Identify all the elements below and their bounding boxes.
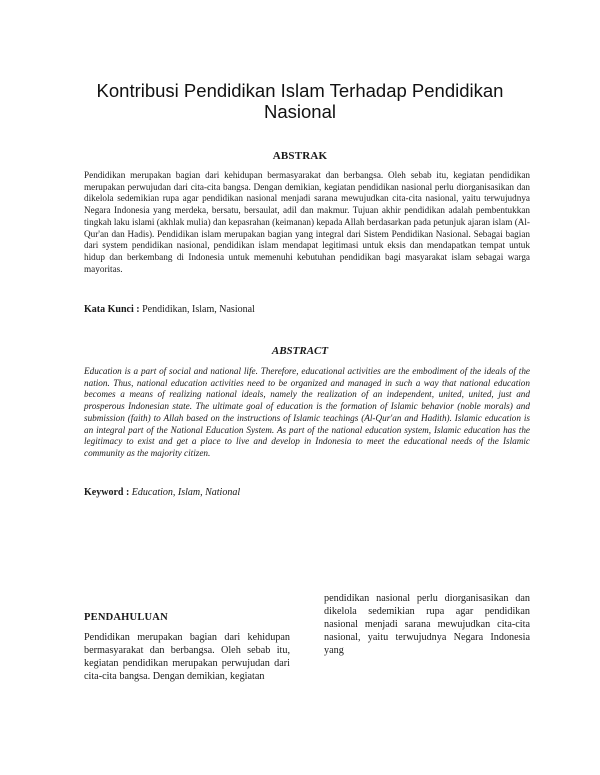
abstract-heading: ABSTRACT [271,345,329,357]
keyword-values: Education, Islam, National [129,487,241,498]
paper-title: Kontribusi Pendidikan Islam Terhadap Pendidikan Nasional [96,80,504,122]
intro-left-column: Pendidikan merupakan bagian dari kehidupan bermasyarakat dan berbangsa. Oleh sebab itu, kegiatan pendidikan merupakan perwujudan dari cita-cita bangsa. Dengan demikian, kegiatan [84,632,290,682]
kata-kunci-label: Kata Kunci : [84,304,140,315]
keyword-label: Keyword : [84,487,130,498]
kata-kunci-values: Pendidikan, Islam, Nasional [139,304,255,315]
intro-right-column: pendidikan nasional perlu diorganisasikan dan dikelola sedemikian rupa agar pendidikan nasional menjadi sarana mewujudkan cita-cita nasional, yaitu terwujudnya Negara Indonesia yang [324,593,530,656]
kata-kunci-line [84,304,530,316]
keyword-line [84,487,530,499]
abstrak-heading: ABSTRAK [272,150,328,162]
abstract-text: Education is a part of social and national life. Therefore, educational activities are the embodiment of the ideals of the nation. Thus, national education activities need to be organized and managed in such a way that national education becomes a means of realizing national ideals, namely the realization of an independent, united, united, just and prosperous Indonesian state. The ultimate goal of education is the formation of Islamic behavior (noble morals) and submission (faith) to Allah based on the instructions of Islamic teachings (Al-Qur'an and Hadith). Islamic education is an integral part of the National Education System. As part of the national education system, Islamic education has the legitimacy to exist and get a place to live and develop in Indonesia to meet the educational needs of the Islamic community as the majority citizen. [84,366,530,458]
abstrak-text: Pendidikan merupakan bagian dari kehidupan bermasyarakat dan berbangsa. Oleh sebab itu, kegiatan pendidikan merupakan perwujudan dari cita-cita bangsa. Dengan demikian, kegiatan pendidikan nasional perlu diorganisasikan dan dikelola sedemikian rupa agar pendidikan nasional menjadi sarana mewujudkan cita-cita nasional, yaitu terwujudnya Negara Indonesia yang merdeka, bersatu, bersaulat, adil dan makmur. Tujuan akhir pendidikan adalah pembentukkan tingkah laku islami (akhlak mulia) dan kepasrahan (keimanan) kepada Allah berdasarkan pada petunjuk ajaran islam (Al-Qur'an dan Hadis). Pendidikan islam merupakan bagian yang integral dari Sistem Pendidikan Nasional. Sebagai bagian dari system pendidikan nasional, pendidikan islam mendapat legitimasi untuk eksis dan mendapatkan tempat untuk hidup dan berkembang di Indonesia untuk memenuhi kebutuhan pendidikan bagi masyarakat islam sebagai warga mayoritas. [84,170,530,274]
pendahuluan-heading: PENDAHULUAN [84,612,168,623]
